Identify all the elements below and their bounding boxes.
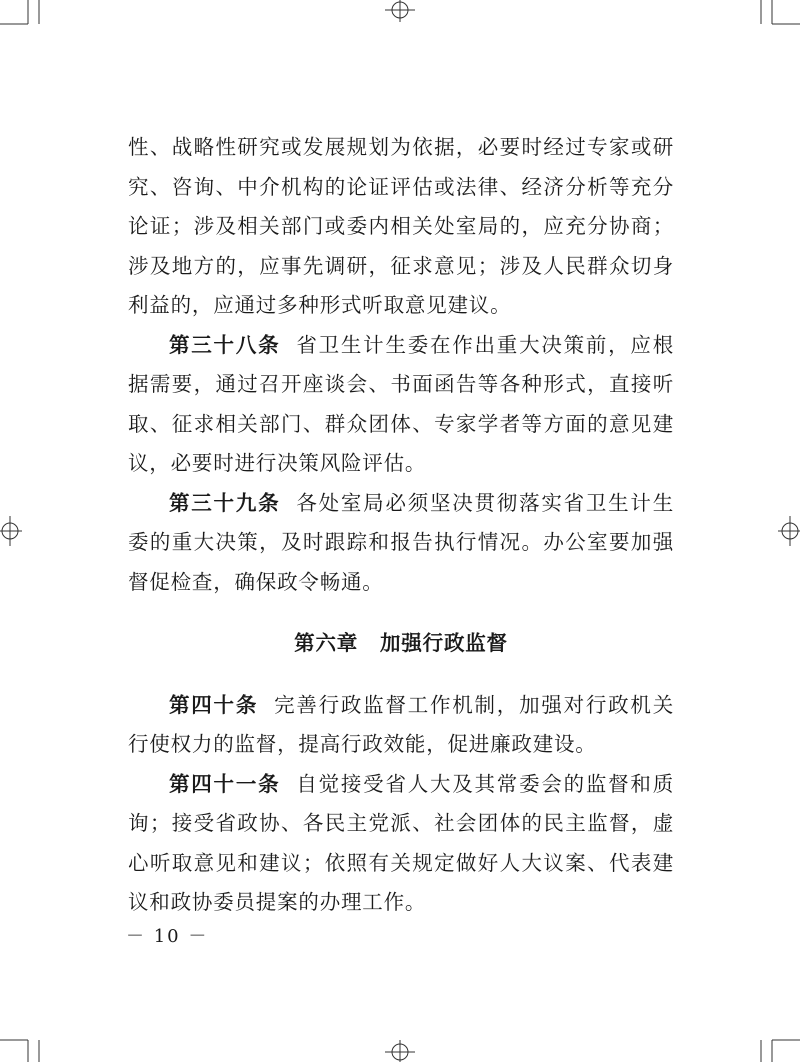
article-41-body: 自觉接受省人大及其常委会的监督和质询；接受省政协、各民主党派、社会团体的民主监督，虚心听取意见和建议；依照有关规定做好人大议案、代表建议和政协委员提案的办理工作。: [128, 771, 674, 914]
article-39-heading: 第三十九条: [169, 490, 281, 515]
chapter-title: 加强行政监督: [380, 631, 508, 655]
article-41: [128, 765, 674, 923]
article-39-body: 各处室局必须坚决贯彻落实省卫生计生委的重大决策，及时跟踪和报告执行情况。办公室要加强督促检查，确保政令畅通。: [128, 490, 674, 594]
registration-mark-right: [778, 516, 800, 546]
paragraph-continued: 性、战略性研究或发展规划为依据，必要时经过专家或研究、咨询、中介机构的论证评估或法律、经济分析等充分论证；涉及相关部门或委内相关处室局的，应充分协商；涉及地方的，应事先调研，征求意见；涉及人民群众切身利益的，应通过多种形式听取意见建议。: [128, 135, 674, 317]
registration-mark-top: [385, 0, 415, 22]
page-number: － 10 －: [126, 926, 209, 947]
article-41-heading: 第四十一条: [169, 771, 281, 796]
body-text: [128, 128, 674, 923]
article-40: [128, 686, 674, 765]
article-40-body: 完善行政监督工作机制，加强对行政机关行使权力的监督，提高行政效能，促进廉政建设。: [128, 692, 674, 756]
registration-mark-bottom: [385, 1040, 415, 1062]
article-38-heading: 第三十八条: [169, 332, 281, 357]
article-38-body: 省卫生计生委在作出重大决策前，应根据需要，通过召开座谈会、书面函告等各种形式，直接听取、征求相关部门、群众团体、专家学者等方面的意见建议，必要时进行决策风险评估。: [128, 332, 674, 475]
chapter-number: 第六章: [294, 631, 359, 655]
article-38: [128, 326, 674, 484]
chapter-heading: [128, 624, 674, 664]
article-39: [128, 484, 674, 603]
registration-mark-left: [0, 516, 22, 546]
article-40-heading: 第四十条: [169, 692, 259, 717]
